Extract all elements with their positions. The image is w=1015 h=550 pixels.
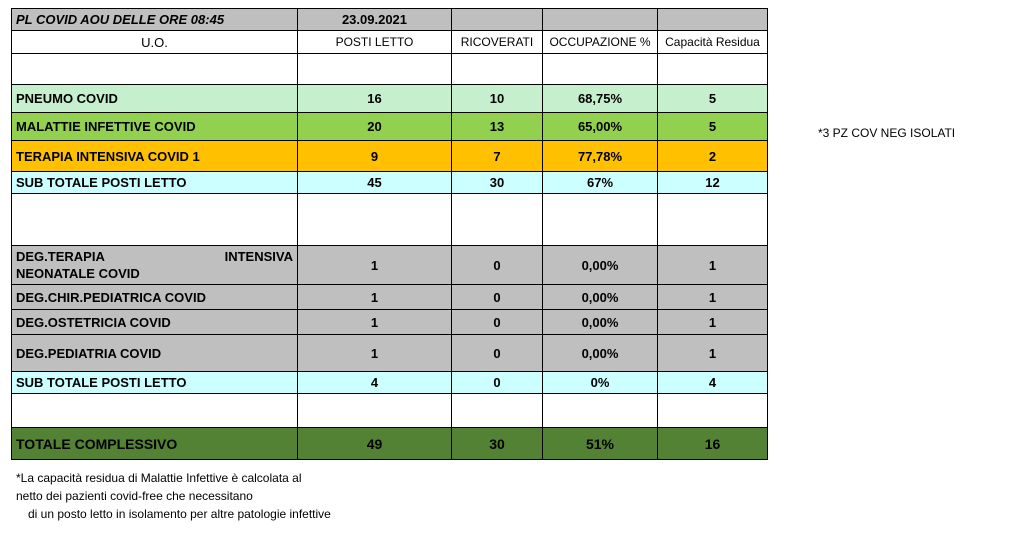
spacer-row: [12, 54, 768, 85]
unit-name: PNEUMO COVID: [12, 85, 298, 113]
unit-name-part: DEG.TERAPIA: [16, 249, 105, 264]
total-row: [12, 428, 768, 460]
spacer-row: [12, 394, 768, 428]
posti-value: 9: [298, 141, 452, 172]
posti-value: 1: [298, 246, 452, 285]
subtotal-label: SUB TOTALE POSTI LETTO: [12, 372, 298, 394]
empty-cell: [452, 54, 543, 85]
occupazione-value: 0,00%: [543, 246, 658, 285]
capacita-value: 5: [658, 85, 768, 113]
ricoverati-value: 13: [452, 113, 543, 141]
subtotal-row: [12, 172, 768, 194]
empty-cell: [12, 54, 298, 85]
capacita-value: 1: [658, 246, 768, 285]
empty-cell: [543, 394, 658, 428]
footnote-line: di un posto letto in isolamento per altre patologie infettive: [28, 507, 331, 521]
ricoverati-value: 10: [452, 85, 543, 113]
unit-name-part: INTENSIVA: [224, 249, 293, 264]
report-title: PL COVID AOU DELLE ORE 08:45: [12, 9, 298, 31]
ricoverati-value: 0: [452, 372, 543, 394]
empty-cell: [298, 394, 452, 428]
posti-value: 1: [298, 335, 452, 372]
posti-value: 16: [298, 85, 452, 113]
occupazione-value: 68,75%: [543, 85, 658, 113]
ricoverati-value: 0: [452, 285, 543, 310]
posti-value: 49: [298, 428, 452, 460]
posti-value: 20: [298, 113, 452, 141]
table-row: [12, 246, 768, 285]
occupazione-value: 67%: [543, 172, 658, 194]
capacita-value: 5: [658, 113, 768, 141]
occupazione-value: 0,00%: [543, 285, 658, 310]
posti-value: 45: [298, 172, 452, 194]
empty-cell: [298, 194, 452, 246]
occupazione-value: 51%: [543, 428, 658, 460]
header-posti-letto: POSTI LETTO: [298, 31, 452, 54]
empty-cell: [658, 54, 768, 85]
header-uo: U.O.: [12, 31, 298, 54]
header-capacita: Capacità Residua: [658, 31, 768, 54]
table-row: [12, 113, 768, 141]
capacita-value: 12: [658, 172, 768, 194]
footnote: [16, 469, 331, 523]
table-row: [12, 85, 768, 113]
capacita-value: 2: [658, 141, 768, 172]
title-cell-empty: [452, 9, 543, 31]
spacer-row: [12, 194, 768, 246]
table-row: [12, 141, 768, 172]
unit-name: TERAPIA INTENSIVA COVID 1: [12, 141, 298, 172]
unit-name: DEG.CHIR.PEDIATRICA COVID: [12, 285, 298, 310]
title-cell-empty: [658, 9, 768, 31]
capacita-value: 4: [658, 372, 768, 394]
ricoverati-value: 7: [452, 141, 543, 172]
posti-value: 1: [298, 310, 452, 335]
header-row: [12, 31, 768, 54]
title-row: [12, 9, 768, 31]
ricoverati-value: 30: [452, 428, 543, 460]
subtotal-label: SUB TOTALE POSTI LETTO: [12, 172, 298, 194]
report-date: 23.09.2021: [298, 9, 452, 31]
ricoverati-value: 30: [452, 172, 543, 194]
unit-name: [12, 246, 298, 285]
empty-cell: [452, 394, 543, 428]
table-row: [12, 335, 768, 372]
table-row: [12, 285, 768, 310]
empty-cell: [12, 394, 298, 428]
occupazione-value: 0,00%: [543, 310, 658, 335]
unit-name: DEG.PEDIATRIA COVID: [12, 335, 298, 372]
posti-value: 1: [298, 285, 452, 310]
capacita-value: 16: [658, 428, 768, 460]
title-cell-empty: [543, 9, 658, 31]
empty-cell: [543, 54, 658, 85]
empty-cell: [298, 54, 452, 85]
ricoverati-value: 0: [452, 246, 543, 285]
ricoverati-value: 0: [452, 310, 543, 335]
covid-beds-table: [11, 8, 768, 460]
empty-cell: [658, 194, 768, 246]
capacita-value: 1: [658, 335, 768, 372]
occupazione-value: 0,00%: [543, 335, 658, 372]
unit-name: DEG.OSTETRICIA COVID: [12, 310, 298, 335]
table-row: [12, 310, 768, 335]
footnote-line: *La capacità residua di Malattie Infettive è calcolata al netto dei pazienti covid-free che necessitano: [16, 471, 302, 503]
occupazione-value: 77,78%: [543, 141, 658, 172]
capacita-value: 1: [658, 310, 768, 335]
total-label: TOTALE COMPLESSIVO: [12, 428, 298, 460]
ricoverati-value: 0: [452, 335, 543, 372]
header-occupazione: OCCUPAZIONE %: [543, 31, 658, 54]
unit-name: MALATTIE INFETTIVE COVID: [12, 113, 298, 141]
side-note: *3 PZ COV NEG ISOLATI: [818, 126, 956, 140]
empty-cell: [12, 194, 298, 246]
subtotal-row: [12, 372, 768, 394]
header-ricoverati: RICOVERATI: [452, 31, 543, 54]
empty-cell: [452, 194, 543, 246]
occupazione-value: 65,00%: [543, 113, 658, 141]
unit-name-line: NEONATALE COVID: [16, 266, 140, 281]
empty-cell: [658, 394, 768, 428]
empty-cell: [543, 194, 658, 246]
unit-name-line: [16, 248, 293, 265]
capacita-value: 1: [658, 285, 768, 310]
occupazione-value: 0%: [543, 372, 658, 394]
posti-value: 4: [298, 372, 452, 394]
